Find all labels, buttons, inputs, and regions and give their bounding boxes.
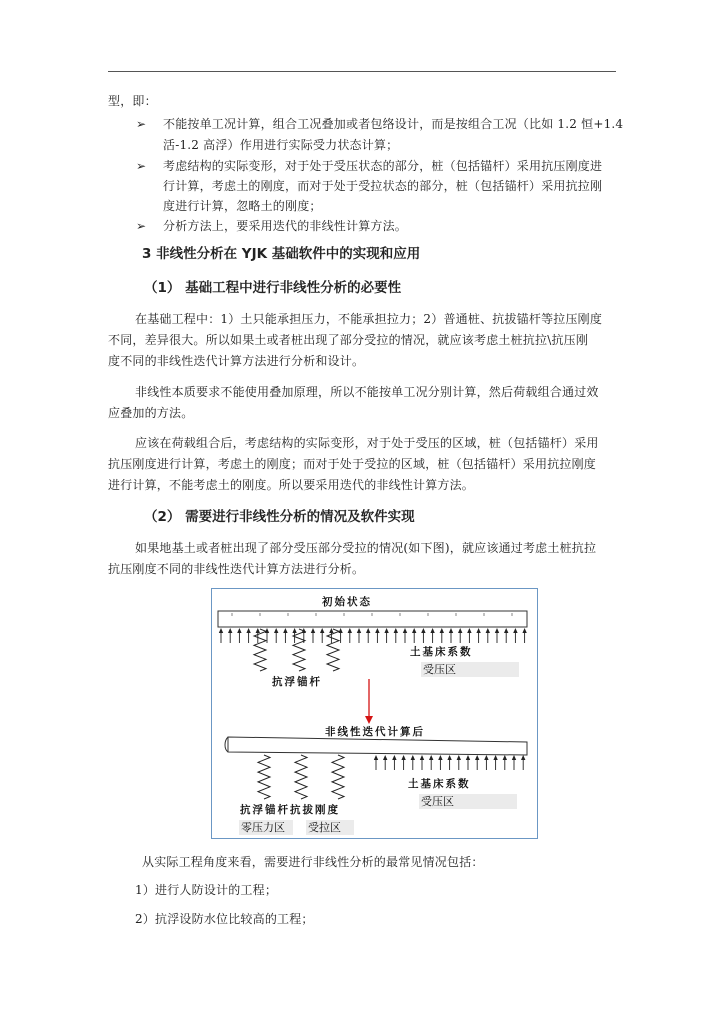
para-3-line-3: 进行计算，不能考虑土的刚度。所以要采用迭代的非线性计算方法。 [108, 478, 475, 492]
para-2-line-2: 应叠加的方法。 [108, 406, 194, 420]
soil-reaction-arrowhead [430, 628, 434, 633]
soil-reaction-arrowhead [256, 628, 260, 633]
label-tension-zone: 受拉区 [306, 820, 354, 835]
soil-reaction-arrowhead [292, 628, 296, 633]
soil-reaction-arrowhead [246, 628, 250, 633]
soil-reaction-arrowhead [449, 628, 453, 633]
soil-reaction-arrowhead [311, 628, 315, 633]
label-after-iteration: 非线性迭代计算后 [325, 726, 425, 738]
soil-reaction-arrowhead [366, 628, 370, 633]
soil-reaction-arrowhead [403, 628, 407, 633]
header-rule [108, 71, 616, 72]
para-3-line-1: 应该在荷载组合后，考虑结构的实际变形，对于处于受压的区域，桩（包括锚杆）采用 [135, 436, 599, 450]
anchor-spring [327, 629, 339, 671]
soil-reaction-arrowhead [265, 628, 269, 633]
soil-reaction-arrowhead [228, 628, 232, 633]
label-compression-zone-2: 受压区 [419, 794, 517, 809]
soil-reaction-arrowhead [394, 628, 398, 633]
soil-reaction-arrowhead [357, 628, 361, 633]
soil-reaction-arrowhead [421, 628, 425, 633]
para-3-line-2: 抗压刚度进行计算，考虑土的刚度；而对于处于受拉的区域，桩（包括锚杆）采用抗拉刚度 [108, 457, 597, 471]
bullet-3-line: 分析方法上，要采用迭代的非线性计算方法。 [163, 219, 408, 233]
soil-reaction-arrowhead [493, 755, 497, 760]
soil-reaction-arrowhead [438, 755, 442, 760]
soil-reaction-arrowhead [274, 628, 278, 633]
soil-reaction-arrowhead [475, 755, 479, 760]
label-zero-pressure-zone: 零压力区 [239, 820, 293, 835]
soil-reaction-arrowhead [467, 628, 471, 633]
label-soil-coefficient-1: 土基床系数 [410, 646, 473, 658]
list-item-1: 1）进行人防设计的工程； [135, 883, 278, 897]
soil-reaction-arrowhead [466, 755, 470, 760]
soil-reaction-arrowhead [374, 755, 378, 760]
para-2-line-1: 非线性本质要求不能使用叠加原理，所以不能按单工况分别计算，然后荷载组合通过效 [135, 385, 599, 399]
soil-reaction-arrowhead [504, 628, 508, 633]
soil-reaction-arrowhead [429, 755, 433, 760]
bullet-2-line-1: 考虑结构的实际变形，对于处于受压状态的部分，桩（包括锚杆）采用抗压刚度进 [163, 159, 603, 173]
label-compression-zone-1: 受压区 [421, 662, 519, 677]
soil-reaction-arrowhead [447, 755, 451, 760]
soil-reaction-arrowhead [484, 755, 488, 760]
soil-reaction-arrowhead [401, 755, 405, 760]
soil-reaction-arrowhead [521, 755, 525, 760]
soil-reaction-arrowhead [237, 628, 241, 633]
soil-reaction-arrowhead [392, 755, 396, 760]
soil-reaction-arrowhead [457, 755, 461, 760]
bullet-1-line-2: 活-1.2 高浮）作用进行实际受力状态计算； [163, 138, 399, 152]
para-1-line-3: 度不同的非线性迭代计算方法进行分析和设计。 [108, 354, 365, 368]
soil-reaction-arrowhead [384, 628, 388, 633]
soil-reaction-arrowhead [503, 755, 507, 760]
bullet-2-line-3: 度进行计算，忽略土的刚度； [163, 199, 322, 213]
bullet-icon: ➢ [136, 117, 147, 131]
soil-reaction-arrowhead [348, 628, 352, 633]
subsection-2-heading: （2） 需要进行非线性分析的情况及软件实现 [144, 509, 415, 525]
soil-reaction-arrowhead [522, 628, 526, 633]
section-3-heading: 3 非线性分析在 YJK 基础软件中的实现和应用 [142, 246, 421, 262]
bullet-2-line-2: 行计算，考虑土的刚度，而对于处于受拉状态的部分，桩（包括锚杆）采用抗拉刚 [163, 179, 603, 193]
anchor-spring [332, 755, 344, 799]
deformed-foundation-slab [228, 737, 527, 755]
para-4-line-1: 如果地基土或者桩出现了部分受压部分受拉的情况(如下图)，就应该通过考虑土桩抗拉 [135, 541, 597, 555]
soil-reaction-arrowhead [412, 628, 416, 633]
anchor-spring [293, 629, 305, 671]
label-soil-coefficient-2: 土基床系数 [408, 778, 471, 790]
process-arrow-head [365, 716, 373, 724]
soil-reaction-arrowhead [375, 628, 379, 633]
list-item-2: 2）抗浮设防水位比较高的工程； [135, 912, 314, 926]
soil-reaction-arrowhead [440, 628, 444, 633]
initial-foundation-slab [218, 611, 527, 627]
soil-reaction-arrowhead [476, 628, 480, 633]
soil-reaction-arrowhead [458, 628, 462, 633]
nonlinear-analysis-figure [211, 588, 538, 839]
para-1-line-2: 不同，差异很大。所以如果土或者桩出现了部分受拉的情况，就应该考虑土桩抗拉\抗压刚 [108, 333, 589, 347]
soil-reaction-arrowhead [219, 628, 223, 633]
soil-reaction-arrowhead [411, 755, 415, 760]
soil-reaction-arrowhead [329, 628, 333, 633]
label-initial-state: 初始状态 [322, 596, 372, 608]
bullet-icon: ➢ [136, 219, 147, 233]
soil-reaction-arrowhead [320, 628, 324, 633]
soil-reaction-arrowhead [338, 628, 342, 633]
soil-reaction-arrowhead [383, 755, 387, 760]
intro-line: 型，即： [108, 94, 157, 108]
soil-reaction-arrowhead [283, 628, 287, 633]
anchor-spring [295, 755, 307, 799]
anchor-spring [254, 629, 266, 671]
soil-reaction-arrowhead [420, 755, 424, 760]
para-4-line-2: 抗压刚度不同的非线性迭代计算方法进行分析。 [108, 562, 365, 576]
soil-reaction-arrowhead [495, 628, 499, 633]
bullet-1-line-1: 不能按单工况计算，组合工况叠加或者包络设计，而是按组合工况（比如 1.2 恒+1.4 [163, 117, 624, 131]
bullet-icon: ➢ [136, 159, 147, 173]
label-anti-float-anchor: 抗浮锚杆 [272, 676, 322, 688]
soil-reaction-arrowhead [512, 755, 516, 760]
label-anchor-stiffness: 抗浮锚杆抗拔刚度 [240, 804, 340, 816]
soil-reaction-arrowhead [486, 628, 490, 633]
soil-reaction-arrowhead [513, 628, 517, 633]
subsection-1-heading: （1） 基础工程中进行非线性分析的必要性 [144, 280, 402, 296]
anchor-spring [258, 755, 270, 799]
para-1-line-1: 在基础工程中：1）土只能承担压力，不能承担拉力；2）普通桩、抗拔锚杆等拉压刚度 [135, 312, 603, 326]
para-5: 从实际工程角度来看，需要进行非线性分析的最常见情况包括： [142, 855, 484, 869]
